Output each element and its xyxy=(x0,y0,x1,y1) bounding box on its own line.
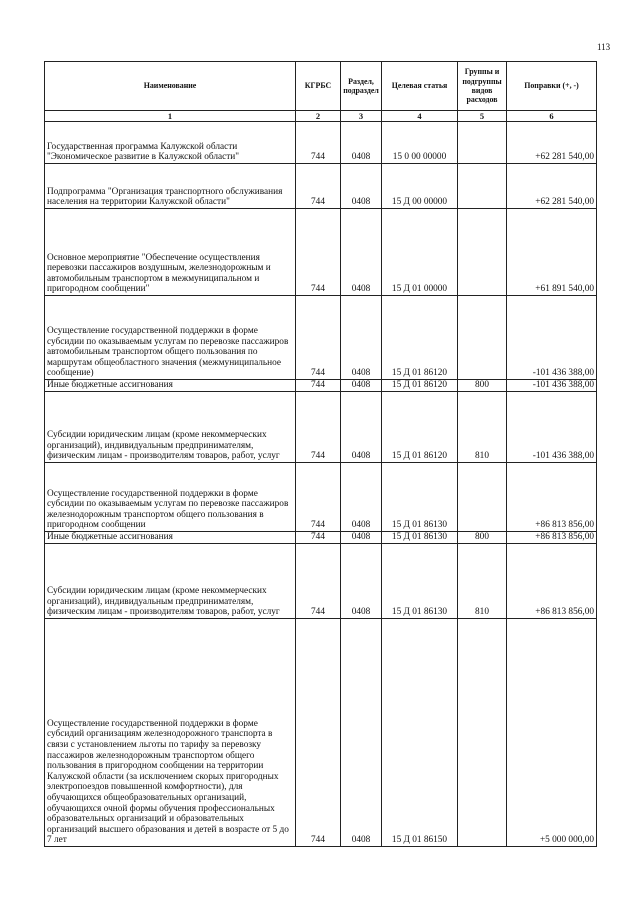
row-amount: +62 281 540,00 xyxy=(507,122,597,164)
header-groups: Группы и подгруппы видов расходов xyxy=(458,62,507,111)
column-number: 3 xyxy=(341,111,382,122)
row-group: 810 xyxy=(458,544,507,619)
row-kgrbs: 744 xyxy=(296,619,341,847)
table-row xyxy=(45,380,597,392)
row-group: 800 xyxy=(458,532,507,544)
row-name: Иные бюджетные ассигнования xyxy=(45,532,296,544)
table-row xyxy=(45,296,597,380)
row-target: 15 Д 00 00000 xyxy=(382,164,458,209)
column-number: 5 xyxy=(458,111,507,122)
row-group xyxy=(458,209,507,296)
row-target: 15 Д 01 86120 xyxy=(382,380,458,392)
row-section: 0408 xyxy=(341,463,382,532)
row-target: 15 Д 01 86120 xyxy=(382,296,458,380)
row-amount: +86 813 856,00 xyxy=(507,532,597,544)
row-group: 810 xyxy=(458,392,507,463)
row-target: 15 0 00 00000 xyxy=(382,122,458,164)
table-row xyxy=(45,619,597,847)
row-name: Иные бюджетные ассигнования xyxy=(45,380,296,392)
header-row xyxy=(45,62,597,111)
column-number: 6 xyxy=(507,111,597,122)
row-amount: +86 813 856,00 xyxy=(507,463,597,532)
row-target: 15 Д 01 86130 xyxy=(382,463,458,532)
row-group xyxy=(458,463,507,532)
table-row xyxy=(45,209,597,296)
row-group xyxy=(458,122,507,164)
row-section: 0408 xyxy=(341,164,382,209)
row-name: Государственная программа Калужской области "Экономическое развитие в Калужской области" xyxy=(45,122,296,164)
row-amount: +86 813 856,00 xyxy=(507,544,597,619)
row-section: 0408 xyxy=(341,392,382,463)
row-section: 0408 xyxy=(341,209,382,296)
row-section: 0408 xyxy=(341,296,382,380)
row-group: 800 xyxy=(458,380,507,392)
row-group xyxy=(458,296,507,380)
row-target: 15 Д 01 86150 xyxy=(382,619,458,847)
row-section: 0408 xyxy=(341,380,382,392)
row-section: 0408 xyxy=(341,619,382,847)
row-group xyxy=(458,619,507,847)
row-group xyxy=(458,164,507,209)
row-section: 0408 xyxy=(341,122,382,164)
row-target: 15 Д 01 86120 xyxy=(382,392,458,463)
row-amount: +5 000 000,00 xyxy=(507,619,597,847)
table-row xyxy=(45,544,597,619)
row-amount: +61 891 540,00 xyxy=(507,209,597,296)
row-kgrbs: 744 xyxy=(296,532,341,544)
row-section: 0408 xyxy=(341,544,382,619)
page-number: 113 xyxy=(597,42,611,52)
table-row xyxy=(45,122,597,164)
row-name: Осуществление государственной поддержки в форме субсидии по оказываемым услугам по перевозке пассажиров железнодорожным транспортом общего пользования в пригородном сообщении xyxy=(45,463,296,532)
row-name: Осуществление государственной поддержки в форме субсидий организациям железнодорожного транспорта в связи с установлением льготы по тарифу за перевозку пассажиров железнодорожным транспортом общего пользования в пригородном сообщении на территории Калужской области (за исключением скорых пригородных электропоездов повышенной комфортности), для обучающихся общеобразовательных организаций, обучающихся очной формы обучения профессиональных образовательных организаций и образовательных организаций высшего образования и детей в возрасте от 5 до 7 лет xyxy=(45,619,296,847)
row-kgrbs: 744 xyxy=(296,209,341,296)
row-kgrbs: 744 xyxy=(296,544,341,619)
row-target: 15 Д 01 86130 xyxy=(382,532,458,544)
row-name: Основное мероприятие "Обеспечение осуществления перевозки пассажиров воздушным, железнодорожным и автомобильным транспортом в межмуниципальном и пригородном сообщении" xyxy=(45,209,296,296)
header-kgrbs: КГРБС xyxy=(296,62,341,111)
row-target: 15 Д 01 00000 xyxy=(382,209,458,296)
row-kgrbs: 744 xyxy=(296,296,341,380)
row-kgrbs: 744 xyxy=(296,380,341,392)
column-number-row xyxy=(45,111,597,122)
row-kgrbs: 744 xyxy=(296,164,341,209)
row-kgrbs: 744 xyxy=(296,392,341,463)
row-target: 15 Д 01 86130 xyxy=(382,544,458,619)
row-amount: +62 281 540,00 xyxy=(507,164,597,209)
header-section: Раздел, подраздел xyxy=(341,62,382,111)
column-number: 1 xyxy=(45,111,296,122)
column-number: 2 xyxy=(296,111,341,122)
table-row xyxy=(45,463,597,532)
row-amount: -101 436 388,00 xyxy=(507,296,597,380)
row-amount: -101 436 388,00 xyxy=(507,392,597,463)
row-kgrbs: 744 xyxy=(296,122,341,164)
header-target: Целевая статья xyxy=(382,62,458,111)
table-row xyxy=(45,164,597,209)
row-amount: -101 436 388,00 xyxy=(507,380,597,392)
header-amendments: Поправки (+, -) xyxy=(507,62,597,111)
row-section: 0408 xyxy=(341,532,382,544)
row-name: Подпрограмма "Организация транспортного обслуживания населения на территории Калужской области" xyxy=(45,164,296,209)
table-row xyxy=(45,392,597,463)
row-name: Субсидии юридическим лицам (кроме некоммерческих организаций), индивидуальным предпринимателям, физическим лицам - производителям товаров, работ, услуг xyxy=(45,392,296,463)
column-number: 4 xyxy=(382,111,458,122)
row-name: Субсидии юридическим лицам (кроме некоммерческих организаций), индивидуальным предпринимателям, физическим лицам - производителям товаров, работ, услуг xyxy=(45,544,296,619)
budget-amendments-table xyxy=(44,61,597,847)
header-name: Наименование xyxy=(45,62,296,111)
row-kgrbs: 744 xyxy=(296,463,341,532)
row-name: Осуществление государственной поддержки в форме субсидии по оказываемым услугам по перевозке пассажиров автомобильным транспортом общего пользования по маршрутам общеобластного значения (межмуниципальное сообщение) xyxy=(45,296,296,380)
table-row xyxy=(45,532,597,544)
